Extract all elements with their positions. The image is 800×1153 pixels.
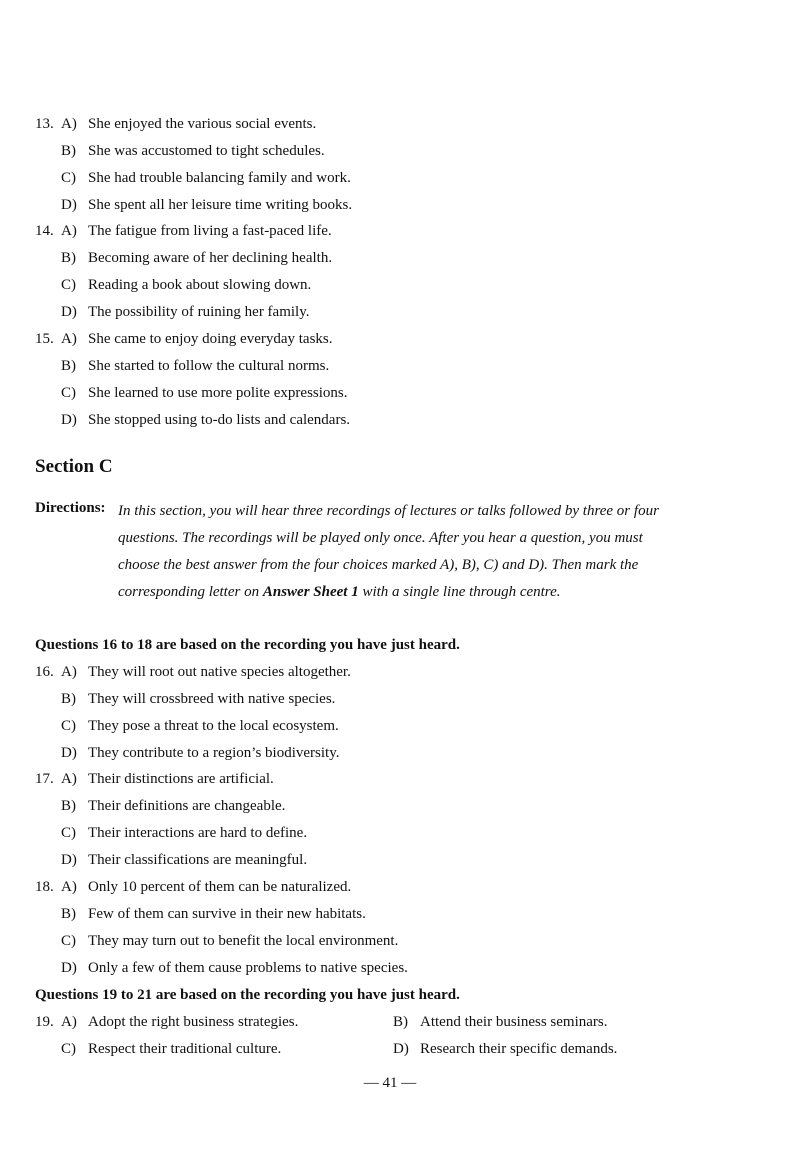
question-15-option-d: [61, 410, 350, 430]
option-letter: C): [61, 1041, 76, 1057]
question-15-option-a: [35, 329, 333, 349]
option-letter: A): [61, 1014, 77, 1030]
option-text: Only a few of them cause problems to native species.: [88, 960, 408, 976]
option-text: She enjoyed the various social events.: [88, 116, 317, 132]
option-letter: B): [61, 798, 76, 814]
question-16-option-d: [61, 743, 339, 763]
option-text: The possibility of ruining her family.: [88, 304, 310, 320]
option-letter: A): [61, 879, 77, 895]
option-text: They may turn out to benefit the local environment.: [88, 933, 399, 949]
question-18-option-b: [61, 904, 366, 924]
option-letter: A): [61, 331, 77, 347]
option-text: She started to follow the cultural norms.: [88, 358, 330, 374]
option-text: Their distinctions are artificial.: [88, 771, 274, 787]
page-number: — 41 —: [363, 1075, 417, 1091]
question-number: 18.: [35, 879, 54, 895]
question-14-option-b: [61, 248, 332, 268]
questions-19-21-header: Questions 19 to 21 are based on the recording you have just heard.: [35, 987, 460, 1003]
question-15-option-c: [61, 383, 348, 403]
question-14-option-a: [35, 221, 332, 241]
question-13-option-d: [61, 195, 352, 215]
option-letter: B): [61, 250, 76, 266]
option-text: Adopt the right business strategies.: [88, 1014, 299, 1030]
question-16-option-c: [61, 716, 339, 736]
option-letter: A): [61, 223, 77, 239]
questions-16-18-header: Questions 16 to 18 are based on the recording you have just heard.: [35, 637, 460, 653]
option-letter: C): [61, 718, 76, 734]
option-text: She had trouble balancing family and work.: [88, 170, 351, 186]
option-text: She came to enjoy doing everyday tasks.: [88, 331, 333, 347]
directions-label: Directions:: [35, 500, 106, 516]
directions-line-4: [118, 582, 561, 602]
option-text: They will root out native species altogether.: [88, 664, 351, 680]
question-number: 15.: [35, 331, 54, 347]
option-text: Becoming aware of her declining health.: [88, 250, 333, 266]
question-number: 13.: [35, 116, 54, 132]
question-number: 14.: [35, 223, 54, 239]
option-text: She learned to use more polite expressions.: [88, 385, 348, 401]
option-text: Their classifications are meaningful.: [88, 852, 308, 868]
question-19-option-b: [393, 1012, 607, 1032]
option-text: They contribute to a region’s biodiversity.: [88, 745, 340, 761]
question-17-option-b: [61, 796, 285, 816]
option-letter: C): [61, 933, 76, 949]
question-14-option-d: [61, 302, 310, 322]
option-letter: D): [61, 745, 77, 761]
option-text: Reading a book about slowing down.: [88, 277, 312, 293]
option-text: Attend their business seminars.: [420, 1014, 608, 1030]
option-letter: B): [61, 143, 76, 159]
option-text: Respect their traditional culture.: [88, 1041, 282, 1057]
section-title: Section C: [35, 456, 113, 477]
option-text: Only 10 percent of them can be naturalized.: [88, 879, 352, 895]
option-letter: D): [61, 960, 77, 976]
question-number: 16.: [35, 664, 54, 680]
option-letter: D): [61, 852, 77, 868]
option-letter: D): [393, 1041, 409, 1057]
option-text: Research their specific demands.: [420, 1041, 618, 1057]
question-13-option-b: [61, 141, 325, 161]
question-19-option-d: [393, 1039, 617, 1059]
question-19-option-a: [35, 1012, 298, 1032]
option-letter: A): [61, 664, 77, 680]
option-text: Their interactions are hard to define.: [88, 825, 308, 841]
option-letter: C): [61, 170, 76, 186]
question-19-option-c: [61, 1039, 281, 1059]
directions-line-4-post: with a single line through centre.: [358, 584, 561, 600]
option-text: The fatigue from living a fast-paced life.: [88, 223, 332, 239]
option-letter: C): [61, 277, 76, 293]
question-16-option-a: [35, 662, 351, 682]
question-13-option-a: [35, 114, 316, 134]
option-letter: B): [393, 1014, 408, 1030]
question-17-option-a: [35, 769, 274, 789]
directions-line-1: In this section, you will hear three recordings of lectures or talks followed by three or four: [118, 503, 659, 519]
option-letter: D): [61, 412, 77, 428]
question-number: 17.: [35, 771, 54, 787]
question-15-option-b: [61, 356, 329, 376]
option-text: Few of them can survive in their new habitats.: [88, 906, 366, 922]
question-number: 19.: [35, 1014, 54, 1030]
option-text: They pose a threat to the local ecosystem.: [88, 718, 339, 734]
option-letter: D): [61, 197, 77, 213]
option-letter: B): [61, 691, 76, 707]
question-13-option-c: [61, 168, 351, 188]
directions-line-3: choose the best answer from the four choices marked A), B), C) and D). Then mark the: [118, 557, 639, 573]
question-18-option-c: [61, 931, 398, 951]
option-text: Their definitions are changeable.: [88, 798, 286, 814]
directions-line-2: questions. The recordings will be played only once. After you hear a question, you must: [118, 530, 643, 546]
option-text: They will crossbreed with native species.: [88, 691, 336, 707]
option-letter: A): [61, 771, 77, 787]
option-letter: D): [61, 304, 77, 320]
question-18-option-a: [35, 877, 351, 897]
option-letter: B): [61, 906, 76, 922]
option-text: She stopped using to-do lists and calendars.: [88, 412, 351, 428]
question-16-option-b: [61, 689, 335, 709]
option-text: She spent all her leisure time writing books.: [88, 197, 353, 213]
option-letter: C): [61, 825, 76, 841]
directions-line-4-pre: corresponding letter on: [118, 584, 263, 600]
question-17-option-d: [61, 850, 307, 870]
question-18-option-d: [61, 958, 408, 978]
option-letter: A): [61, 116, 77, 132]
question-17-option-c: [61, 823, 307, 843]
answer-sheet-ref: Answer Sheet 1: [262, 584, 359, 600]
option-text: She was accustomed to tight schedules.: [88, 143, 325, 159]
question-14-option-c: [61, 275, 311, 295]
option-letter: B): [61, 358, 76, 374]
option-letter: C): [61, 385, 76, 401]
